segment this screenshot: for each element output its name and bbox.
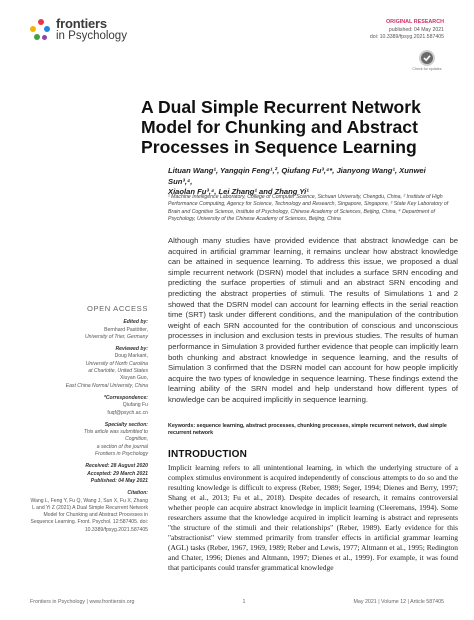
editor-affiliation: University of Trier, Germany bbox=[84, 333, 148, 340]
open-access-label: OPEN ACCESS bbox=[86, 304, 148, 313]
page-footer bbox=[30, 599, 444, 605]
correspondence-label: *Correspondence: bbox=[103, 394, 148, 401]
reviewer-1-name: Doug Markant, bbox=[114, 353, 148, 360]
page-number: 1 bbox=[242, 599, 246, 605]
specialty-line-4: Frontiers in Psychology bbox=[95, 451, 148, 458]
published-date: Published: 04 May 2021 bbox=[90, 477, 148, 484]
abstract-text: Although many studies have provided evidence that abstract knowledge can be acquired in artificial grammar learning, it remains unclear how abstract knowledge can be attained in sequence learning. To address this issue, we proposed a dual simple recurrent network (DSRN) model that includes a surface SRN encoding and predicting the surface properties of stimuli and an abstract SRN encoding and predicting the abstract properties of stimuli. The results of Simulations 1 and 2 showed that the DSRN model can account for learning effects in the serial reaction time (SRT) task under different conditions, and the manipulation of the contribution weight of each SRN accounted for the contribution of conscious and unconscious processes in inclusion and exclusion tests in previous studies. The results of human performance in Simulation 3 provided further evidence that people can implicitly learn both chunking and abstract knowledge in sequence learning, and the results of Simulation 3 confirmed that the DSRN model can account for how people implicitly acquire the two types of knowledge in sequence learning. These findings extend the learning ability of the SRN model and help understand how different types of knowledge can be acquired implicitly in sequence learning. bbox=[168, 236, 458, 404]
received-date: Received: 28 August 2020 bbox=[85, 463, 148, 470]
specialty-line-1: This article was submitted to bbox=[83, 429, 148, 436]
correspondent-name: Qiufang Fu bbox=[122, 402, 148, 409]
edited-by-label: Edited by: bbox=[123, 319, 148, 326]
authors-line-1: Lituan Wang¹, Yangqin Feng¹,², Qiufang Fu³,⁴*, Jianyong Wang¹, Xunwei Sun³,⁴, bbox=[168, 166, 426, 186]
author-list bbox=[168, 166, 448, 198]
introduction-text: Implicit learning refers to all unintentional learning, in which the underlying structure of a complex stimulus environment is acquired independently of conscious attempts to do so and the resulting knowledge is difficult to express (Reber, 1989; Seger, 1994; Dienes and Berry, 1997; Shang et al., 2013; Fu et al., 2018). Despite decades of research, it remains controversial whether people can acquire abstract knowledge in implicit learning (Cleeremans, 1994). Some researchers assume that the knowledge acquired in implicit learning is abstract and represents "the structure of the stimuli and their relationships" (Reber, 1989). Early evidence for this "abstractionist" view stemmed primarily from transfer effects in artificial grammar learning (AGL) tasks (Reber, 1967, 1969, 1989; Reber and Lewis, 1977; Altmann et al., 1995; Redington and Chater, 1996; Dienes and Altmann, 1997; Dienes et al., 1999). For example, it was found that participants could transfer grammatical knowledge bbox=[168, 463, 458, 572]
article-title: A Dual Simple Recurrent Network Model for Chunking and Abstract Processes in Sequence Learning bbox=[141, 97, 421, 157]
logo-text-frontiers: frontiers bbox=[56, 16, 107, 31]
authors-line-2: Xiaolan Fu³,⁴, Lei Zhang¹ and Zhang Yi¹ bbox=[168, 187, 309, 196]
article-meta bbox=[370, 19, 444, 42]
reviewer-1-affiliation-2: at Charlotte, United States bbox=[88, 368, 148, 375]
correspondent-email[interactable]: fuqf@psych.ac.cn bbox=[107, 409, 148, 416]
specialty-line-2: Cognition, bbox=[125, 436, 148, 443]
affiliations: ¹ Machine Intelligence Laboratory, College of Computer Science, Sichuan University, Chengdu, China, ² Institute of High Performance Computing, Agency for Science, Technology and Research, Singapore, Singapore, ³ State Key Laboratory of Brain and Cognitive Science, Institute of Psychology, Chinese Academy of Sciences, Beijing, China, ⁴ Department of Psychology, University of the Chinese Academy of Sciences, Beijing, China bbox=[168, 194, 449, 223]
footer-journal-link[interactable]: Frontiers in Psychology | www.frontiersin.org bbox=[30, 599, 135, 605]
keywords: Keywords: sequence learning, abstract processes, chunking processes, simple recurrent network, dual simple recurrent network bbox=[168, 423, 447, 437]
reviewed-by-label: Reviewed by: bbox=[115, 346, 148, 353]
doi-link[interactable]: doi: 10.3389/fpsyg.2021.587405 bbox=[369, 34, 444, 40]
specialty-section-label: Specialty section: bbox=[104, 421, 148, 428]
journal-logo[interactable] bbox=[30, 18, 127, 45]
check-updates-button[interactable] bbox=[412, 50, 442, 76]
citation-label: Citation: bbox=[127, 490, 148, 497]
reviewer-2-name: Xiuyan Guo, bbox=[119, 375, 148, 382]
section-heading-introduction: INTRODUCTION bbox=[168, 449, 248, 460]
reviewer-2-affiliation: East China Normal University, China bbox=[65, 382, 148, 389]
citation-text: Wang L, Feng Y, Fu Q, Wang J, Sun X, Fu X, Zhang L and Yi Z (2021) A Dual Simple Recurrent Network Model for Chunking and Abstract Processes in Sequence Learning. Front. Psychol. 12:587405. doi: 10.3389/fpsyg.2021.587405 bbox=[30, 497, 148, 533]
logo-text-journal: in Psychology bbox=[56, 30, 127, 42]
editor-name: Bernhard Pastötter, bbox=[104, 326, 148, 333]
accepted-date: Accepted: 29 March 2021 bbox=[87, 470, 148, 477]
frontiers-logo-icon bbox=[30, 19, 52, 45]
article-sidebar bbox=[30, 305, 148, 534]
reviewer-1-affiliation-1: University of North Carolina bbox=[85, 360, 148, 367]
footer-volume-info: May 2021 | Volume 12 | Article 587405 bbox=[353, 599, 444, 605]
check-updates-label: Check for updates bbox=[412, 67, 442, 71]
publish-date: published: 04 May 2021 bbox=[388, 26, 444, 33]
article-type: ORIGINAL RESEARCH bbox=[385, 19, 444, 25]
specialty-line-3: a section of the journal bbox=[96, 443, 148, 450]
check-updates-icon bbox=[419, 50, 435, 66]
